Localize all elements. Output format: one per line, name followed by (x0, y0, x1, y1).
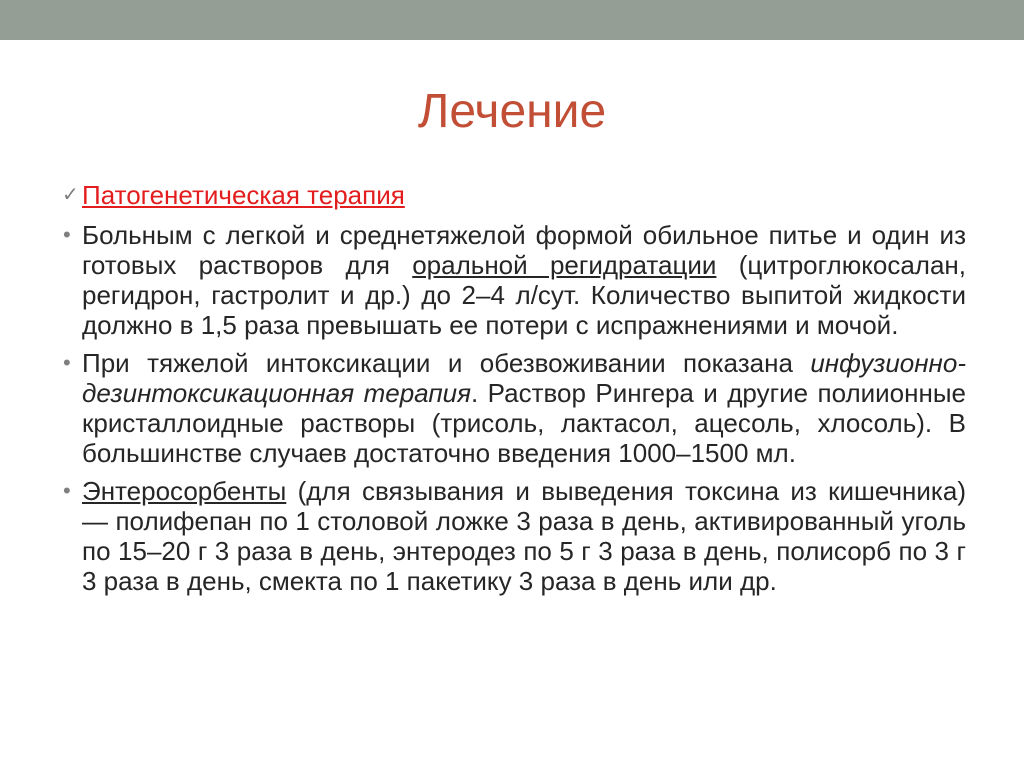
bullet-item-enterosorbents (62, 476, 966, 596)
bullet-item-oral-rehydration (62, 220, 966, 340)
underlined-term: оральной регидратации (412, 250, 717, 280)
bullet-text: Больным с легкой и среднетяжелой формой обильное питье и один из готовых растворов для (82, 220, 966, 280)
underlined-term: Энтеросорбенты (82, 476, 287, 506)
bullet-item-infusion-therapy (62, 348, 966, 468)
top-decorative-bar (0, 0, 1024, 40)
slide-title: Лечение (417, 85, 607, 138)
bullet-text: (для связывания и выведения токсина из кишечника) — полифепан по 1 столовой ложке 3 раза в день, активированный уголь по 15–20 г 3 раза в день, энтеродез по 5 г 3 раза в день, полисорб по 3 г 3 раза в день, смекта по 1 пакетику 3 раза в день или др. (82, 476, 966, 596)
checked-heading (62, 180, 966, 210)
bullet-text: . Раствор Рингера и другие полиионные кристаллоидные растворы (трисоль, лактасол, ацесоль, хлосоль). В большинстве случаев достаточно введения 1000–1500 мл. (82, 378, 966, 468)
checkmark-icon: ✓ (62, 184, 79, 206)
bullet-icon: • (63, 222, 71, 247)
bullet-text: При тяжелой интоксикации и обезвоживании показана (82, 348, 811, 378)
italic-term: инфузионно-дезинтоксикационная терапия (82, 348, 966, 408)
bullet-text: (цитроглюкосалан, регидрон, гастролит и др.) до 2–4 л/сут. Количество выпитой жидкости должно в 1,5 раза превышать ее потери с испражнениями и мочой. (82, 250, 966, 340)
bullet-icon: • (63, 350, 71, 375)
slide-content (62, 180, 966, 604)
bullet-icon: • (63, 478, 71, 503)
section-heading: Патогенетическая терапия (82, 180, 405, 210)
